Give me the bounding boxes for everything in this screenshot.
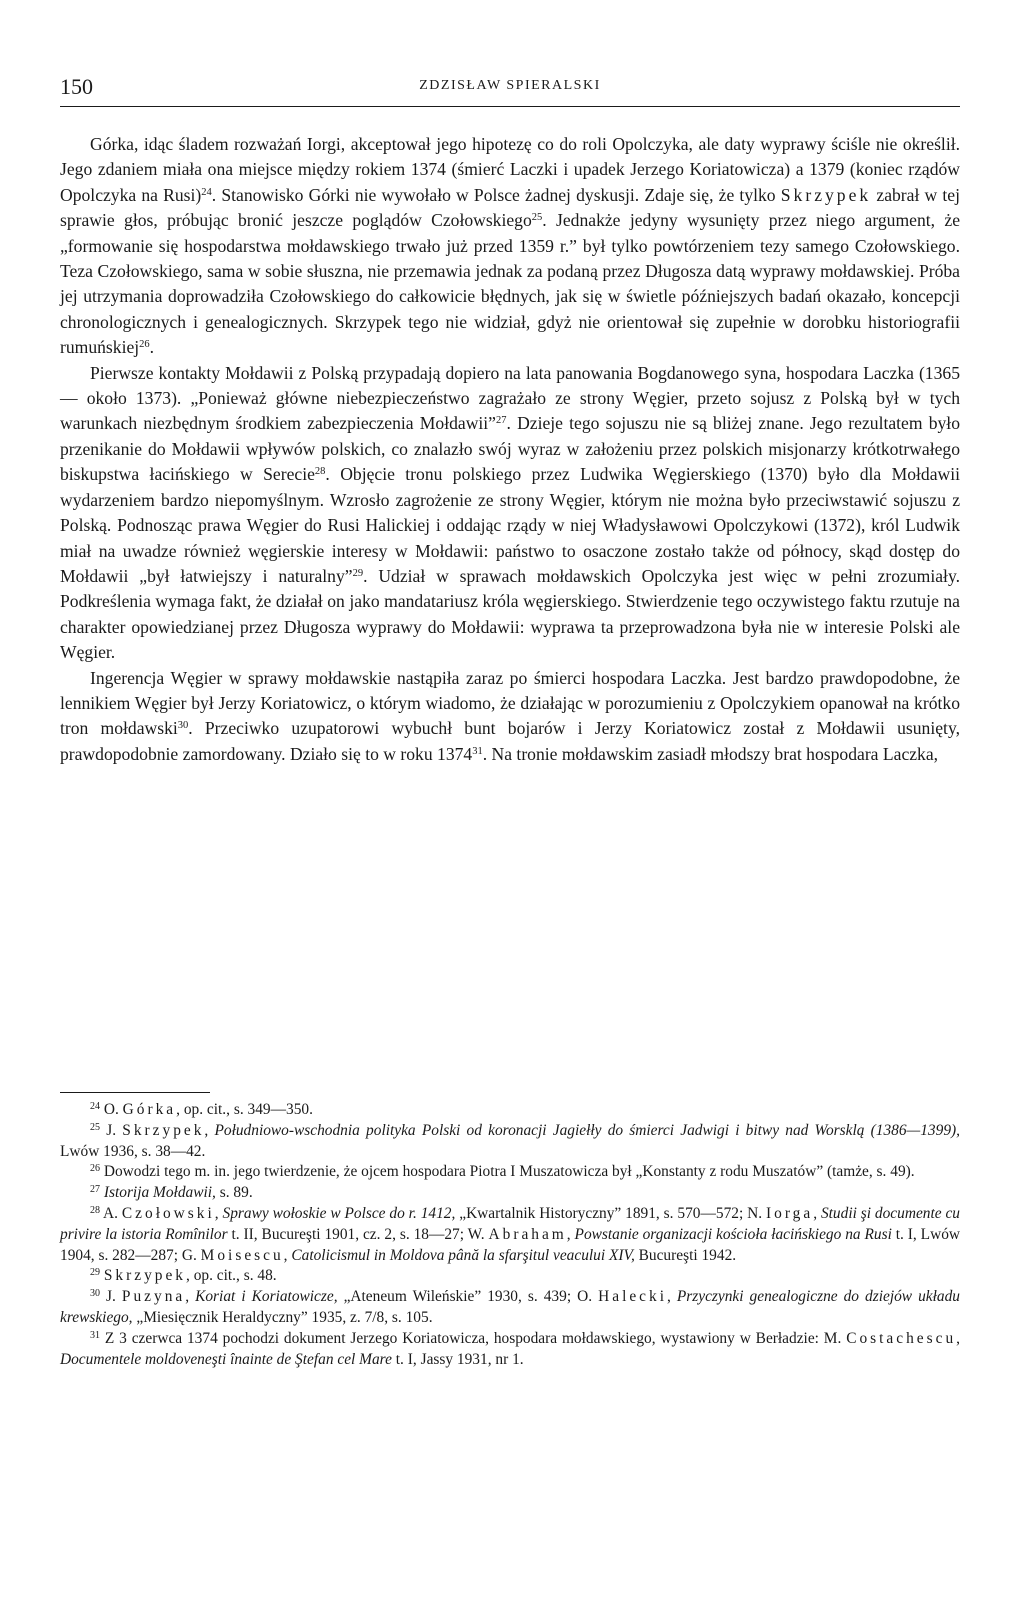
text-run: Lwów 1936, s. 38—42. — [60, 1142, 206, 1160]
text-run: , op. cit., s. 48. — [186, 1267, 277, 1285]
author-name: Skrzypek — [103, 1267, 186, 1285]
text-run: J. — [100, 1288, 122, 1306]
text-run: , — [813, 1204, 821, 1222]
text-run: , — [185, 1288, 196, 1306]
author-name: Skrzypek — [780, 184, 872, 205]
text-run: , — [204, 1121, 215, 1139]
text-run: t. II, Bucureşti 1901, cz. 2, s. 18—27; W. — [227, 1225, 489, 1243]
text-run: . Przeciwko uzupatorowi wybuchł bunt bojarów i Jerzy Koriatowicz został z Mołdawii usunięty, prawdopodobnie zamordowany. Działo się to w roku 1374 — [60, 718, 960, 764]
text-run: . Dzieje tego sojuszu nie są bliżej znane. Jego rezultatem było przenikanie do Mołdawii wpływów polskich, co znalazło swój wyraz w założeniu przez polskich misjonarzy krótkotrwałego biskupstwa łacińskiego w Serecie — [60, 413, 960, 485]
text-run: . Objęcie tronu polskiego przez Ludwika Węgierskiego (1370) było dla Mołdawii wydarzeniem bardzo niepomyślnym. Wzrosło zagrożenie ze strony Węgier, którym nie można było przeciwstawić sojuszu z Polską. Podnosząc prawa Węgier do Rusi Halickiej i oddając rządy w niej Władysławowi Opolczykowi (1372), król Ludwik miał na uwadze również węgierskie interesy w Mołdawii: państwo to osaczone zostało także od północy, skąd dostęp do Mołdawii „był łatwiejszy i naturalny” — [60, 464, 960, 586]
paragraph — [60, 666, 960, 768]
footnote — [60, 1287, 960, 1329]
work-title: Sprawy wołoskie w Polsce do r. 1412, — [222, 1204, 456, 1222]
text-run: J. — [100, 1121, 123, 1139]
text-run: „Ateneum Wileńskie” 1930, s. 439; O. — [337, 1288, 599, 1306]
text-run: t. I, Lwów 1904, s. 282—287; G. — [60, 1225, 961, 1264]
footnote — [60, 1121, 960, 1163]
work-title: Documentele moldoveneşti înainte de Ştefan cel Mare — [60, 1350, 392, 1368]
text-run: , — [283, 1246, 292, 1264]
text-run: , — [666, 1288, 677, 1306]
author-name: Puzyna — [121, 1288, 186, 1306]
text-run: zabrał w tej sprawie głos, próbując bronić jeszcze poglądów Czołowskiego — [60, 184, 960, 231]
footnote — [60, 1329, 960, 1371]
text-run: s. 89. — [215, 1184, 253, 1202]
text-run: . Jednakże jedyny wysunięty przez niego argument, że „formowanie się hospodarstwa mołdawskiego trwało już przed 1359 r.” był tylko powtórzeniem tezy samego Czołowskiego. Teza Czołowskiego, sama w sobie słuszna, nie przemawia jednak za podaną przez Długosza datą wyprawy mołdawskiej. Próba jej utrzymania doprowadziła Czołowskiego do całkowicie błędnych, jak się w świetle późniejszych badań okazało, koncepcji chronologicznych i genealogicznych. Skrzypek tego nie widział, gdyż nie orientował się zupełnie w dorobku historiografii rumuńskiej — [60, 210, 960, 358]
work-title: Istorija Mołdawii, — [103, 1184, 216, 1202]
footnote — [60, 1100, 960, 1121]
text-run: Dowodzi tego m. in. jego twierdzenie, że ojcem hospodara Piotra I Muszatowicza był „Konstanty z rodu Muszatów” (tamże, s. 49). — [100, 1163, 915, 1181]
text-run: O. — [100, 1101, 123, 1118]
text-run: . Udział w sprawach mołdawskich Opolczyka jest więc w pełni zrozumiały. Podkreślenia wymaga fakt, że działał on jako mandatariusz króla węgierskiego. Stwierdzenie tego oczywistego faktu rzutuje na charakter opowiedzianej przez Długosza wyprawy do Mołdawii: wyprawa ta przeprowadzona była nie w interesie Polski ale Węgier. — [60, 565, 960, 663]
footnote — [60, 1204, 960, 1266]
work-title: Przyczynki genealogiczne do dziejów układu krewskiego, — [60, 1288, 960, 1326]
text-run: „Miesięcznik Heraldyczny” 1935, z. 7/8, s. 105. — [132, 1308, 433, 1326]
footnote-ref: 24 — [201, 186, 212, 198]
footnote-ref: 26 — [139, 339, 150, 351]
author-name: Czołowski — [121, 1204, 215, 1222]
footnote-number: 26 — [90, 1163, 100, 1175]
text-run: , — [956, 1329, 960, 1347]
author-name: Iorga — [766, 1204, 814, 1222]
text-run: . Stanowisko Górki nie wywołało w Polsce żadnej dyskusji. Zdaje się, że tylko — [211, 184, 781, 205]
footnote-ref: 25 — [531, 212, 543, 224]
text-run: t. I, Jassy 1931, nr 1. — [391, 1350, 524, 1368]
footnote-ref: 31 — [472, 745, 483, 757]
text-run: . Na tronie mołdawskim zasiadł młodszy brat hospodara Laczka, — [482, 743, 939, 764]
text-run: . — [149, 337, 155, 358]
footnote-ref: 30 — [177, 720, 189, 732]
running-head: ZDZISŁAW SPIERALSKI — [419, 78, 601, 93]
work-title: Powstanie organizacji kościoła łacińskiego na Rusi — [574, 1225, 892, 1243]
paragraph — [60, 132, 960, 361]
text-run: , op. cit., s. 349—350. — [176, 1101, 313, 1118]
work-title: Koriat i Koriatowicze, — [195, 1288, 338, 1306]
main-text — [60, 132, 960, 767]
footnote-number: 25 — [90, 1121, 100, 1133]
footnote-number: 27 — [90, 1184, 100, 1196]
footnote-number: 29 — [90, 1267, 100, 1279]
work-title: Południowo-wschodnia polityka Polski od koronacji Jagiełły do śmierci Jadwigi i bitwy nad Worsklą (1386—1399), — [214, 1121, 960, 1139]
document-page — [60, 0, 960, 1600]
author-name: Moisescu — [200, 1246, 284, 1264]
text-run: Ingerencja Węgier w sprawy mołdawskie nastąpiła zaraz po śmierci hospodara Laczka. Jest bardzo prawdopodobne, że lennikiem Węgier był Jerzy Koriatowicz, o którym wiadomo, że działając w porozumieniu z Opolczykiem opanował na krótko tron mołdawski — [60, 667, 960, 739]
author-name: Abraham — [488, 1225, 567, 1243]
paragraph — [60, 361, 960, 666]
text-run: „Kwartalnik Historyczny” 1891, s. 570—572; N. — [455, 1204, 766, 1222]
text-run: A. — [100, 1204, 122, 1222]
work-title: Catolicismul in Moldova până la sfarşitul veacului XIV, — [291, 1246, 635, 1264]
footnotes — [60, 1100, 960, 1370]
text-run: Z 3 czerwca 1374 pochodzi dokument Jerzego Koriatowicza, hospodara mołdawskiego, wystawiony w Berładzie: M. — [100, 1329, 847, 1347]
footnote-ref: 29 — [352, 567, 364, 579]
text-run: Bucureşti 1942. — [634, 1246, 737, 1264]
author-name: Costachescu — [846, 1329, 957, 1347]
text-run: Pierwsze kontakty Mołdawii z Polską przypadają dopiero na lata panowania Bogdanowego syna, hospodara Laczka (1365 — około 1373). „Ponieważ główne niebezpieczeństwo zagrażało ze strony Węgier, przeto sojusz z Polską był w tych warunkach niezbędnym środkiem zabezpieczenia Mołdawii” — [60, 362, 960, 434]
author-name: Skrzypek — [122, 1121, 205, 1139]
footnote — [60, 1266, 960, 1287]
footnote-number: 24 — [90, 1101, 100, 1112]
footnote-ref: 28 — [314, 466, 326, 478]
footnote — [60, 1183, 960, 1204]
page-header — [60, 72, 960, 107]
footnote-number: 28 — [90, 1204, 100, 1216]
text-run: , — [566, 1225, 575, 1243]
work-title: Studii şi documente cu privire la istoria Romînilor — [60, 1204, 961, 1243]
footnote-ref: 27 — [496, 415, 507, 427]
text-run: , — [214, 1204, 223, 1222]
footnote-separator — [60, 1092, 210, 1093]
text-run: Górka, idąc śladem rozważań Iorgi, akceptował jego hipotezę co do roli Opolczyka, ale daty wyprawy ściśle nie określił. Jego zdaniem miała ona miejsce między rokiem 1374 (śmierć Laczki i upadek Jerzego Koriatowicza) a 1379 (koniec rządów Opolczyka na Rusi) — [60, 134, 960, 205]
author-name: Górka — [122, 1101, 177, 1118]
footnote-number: 30 — [90, 1288, 100, 1300]
footnote — [60, 1162, 960, 1183]
footnote-number: 31 — [90, 1329, 100, 1341]
author-name: Halecki — [598, 1288, 667, 1306]
page-number: 150 — [60, 74, 93, 99]
